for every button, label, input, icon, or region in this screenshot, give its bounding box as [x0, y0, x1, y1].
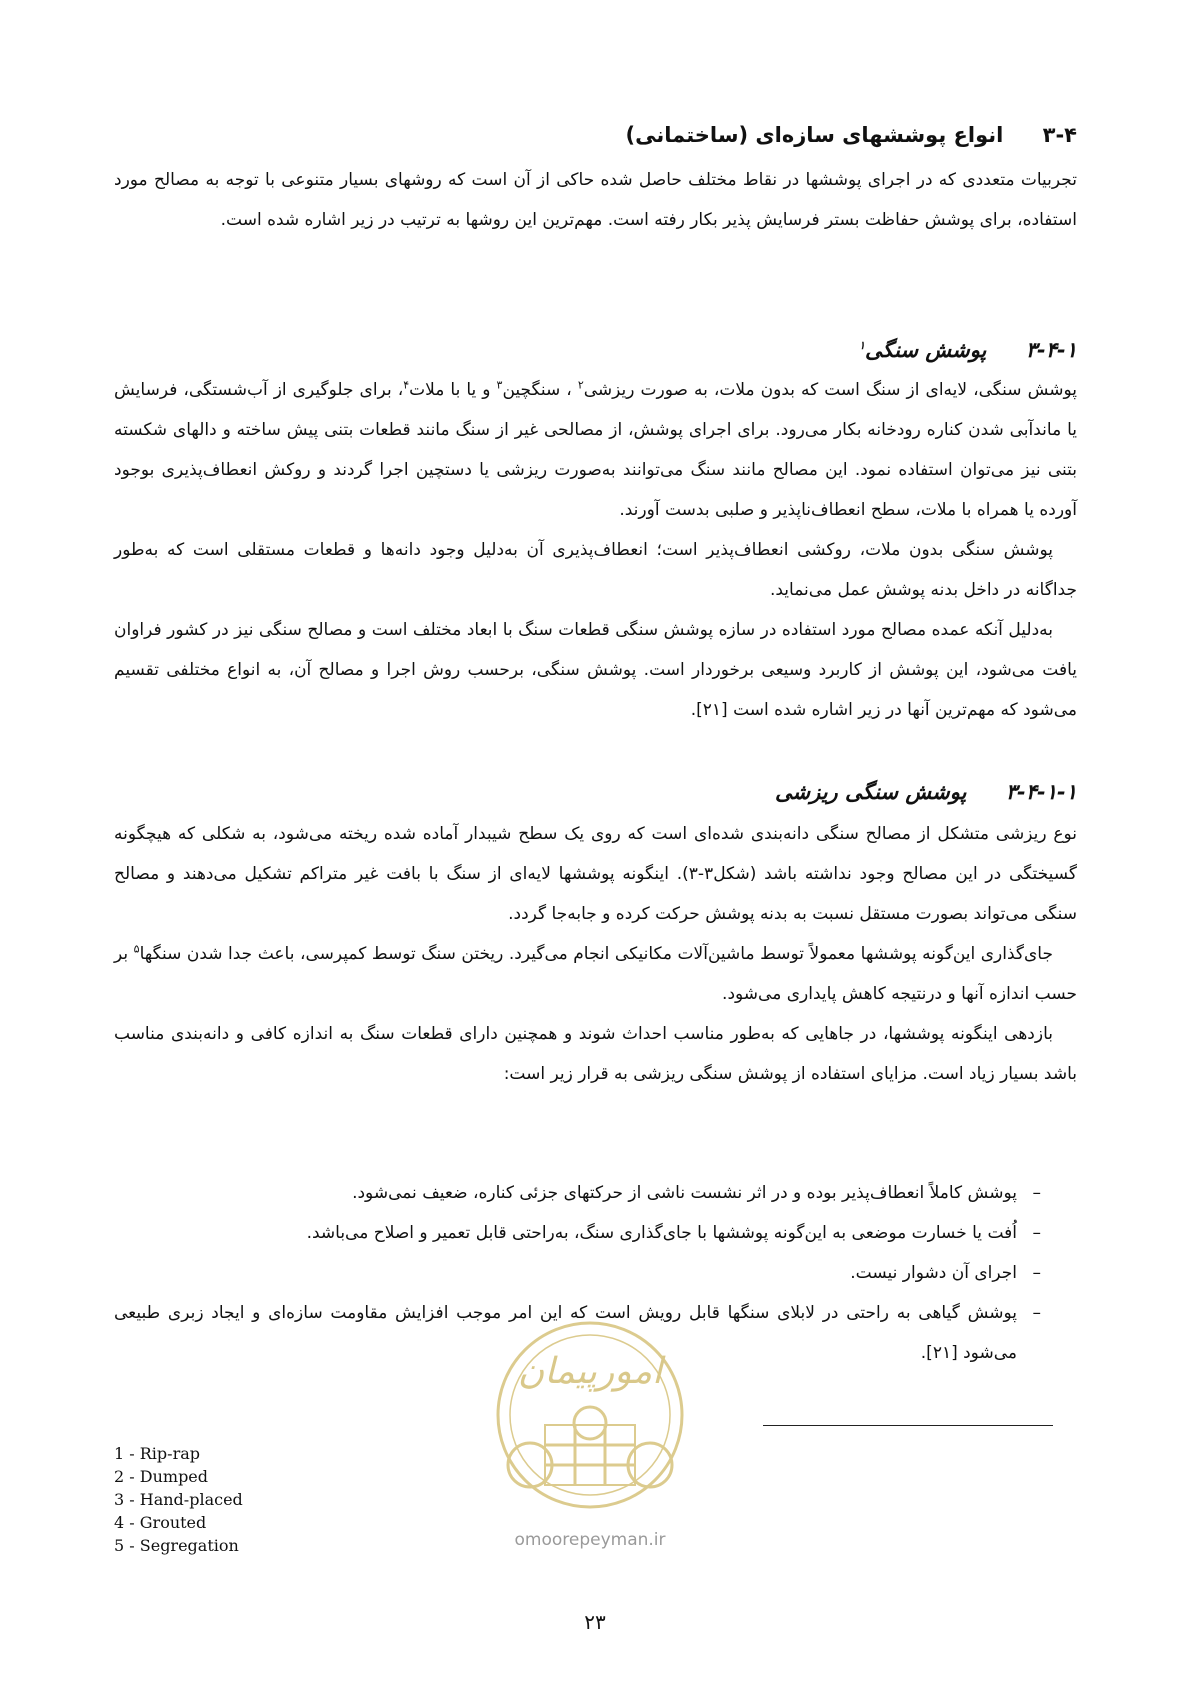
section-title: پوشش سنگی: [865, 338, 987, 362]
section-title: انواع پوششهای سازه‌ای (ساختمانی): [625, 123, 1004, 147]
footnote-ref: ۱: [859, 339, 865, 352]
section-heading-4-3: [626, 123, 1077, 147]
watermark-text: امورپیمان: [517, 1351, 663, 1392]
list-item: [114, 1173, 1077, 1213]
footnote-ref: ۴: [403, 378, 410, 392]
watermark-url: omoorepeyman.ir: [514, 1530, 666, 1550]
paragraph: بازدهی اینگونه پوششها، در جاهایی که به‌طور مناسب احداث شوند و همچنین دارای قطعات سنگ به اندازه کافی و دانه‌بندی مناسب باشد بسیار زیاد است. مزایای استفاده از پوشش سنگی ریزشی به قرار زیر است:: [114, 1024, 1077, 1084]
footnote: 5 - Segregation: [114, 1536, 239, 1555]
text-run: ، برای جلوگیری از آب‌شستگی، فرسایش یا ماندآبی شدن کناره رودخانه بکار می‌رود. برای اجرای پوشش، از مصالحی غیر از سنگ مانند قطعات بتنی پیش ساخته و دالهای شکسته بتنی نیز می‌توان استفاده نمود. این مصالح مانند سنگ می‌توانند به‌صورت ریزشی یا دستچین اجرا گردند و روکش انعطاف‌پذیری بوجود آورده یا همراه با ملات، سطح انعطاف‌ناپذیر و صلبی بدست آورند.: [114, 380, 1077, 520]
bullet-dash: –: [1032, 1303, 1041, 1323]
section-number: ۳-۴: [1042, 123, 1077, 147]
section-heading-4-3-1-1: [775, 780, 1077, 804]
paragraph: پوشش سنگی بدون ملات، روکشی انعطاف‌پذیر است؛ انعطاف‌پذیری آن به‌دلیل وجود دانه‌ها و قطعات مستقلی است که به‌طور جداگانه در داخل بدنه پوشش عمل می‌نماید.: [114, 540, 1077, 600]
footnote: 3 - Hand-placed: [114, 1490, 243, 1509]
text-run: پوشش سنگی، لایه‌ای از سنگ است که بدون ملات، به صورت ریزشی: [583, 380, 1077, 400]
section-4-3-1-1-body: [114, 814, 1077, 1094]
section-4-3-1-body: [114, 370, 1077, 730]
list-item-text: اُفت یا خسارت موضعی به این‌گونه پوششها با جای‌گذاری سنگ، به‌راحتی قابل تعمیر و اصلاح می‌باشد.: [306, 1223, 1017, 1243]
text-run: و یا با ملات: [409, 380, 497, 400]
list-item-text: پوشش کاملاً انعطاف‌پذیر بوده و در اثر نشست ناشی از حرکتهای جزئی کناره، ضعیف نمی‌شود.: [352, 1183, 1017, 1203]
footnote: 4 - Grouted: [114, 1513, 207, 1532]
list-item-text: پوشش گیاهی به راحتی در لابلای سنگها قابل رویش است که این امر موجب افزایش مقاومت سازه‌ای و ایجاد زبری طبیعی می‌شود [۲۱].: [114, 1303, 1017, 1363]
paragraph: به‌دلیل آنکه عمده مصالح مورد استفاده در سازه پوشش سنگی قطعات سنگ با ابعاد مختلف است و مصالح سنگی نیز در کشور فراوان یافت می‌شود، این پوشش از کاربرد وسیعی برخوردار است. پوشش سنگی، برحسب روش اجرا و مصالح آن، به انواع مختلفی تقسیم می‌شود که مهم‌ترین آنها در زیر اشاره شده است [۲۱].: [114, 620, 1077, 720]
section-heading-4-3-1: [859, 338, 1077, 362]
paragraph: نوع ریزشی متشکل از مصالح سنگی دانه‌بندی شده‌ای است که روی یک سطح شیبدار آماده شده ریخته می‌شود، به شکلی که هیچگونه گسیختگی در این مصالح وجود نداشته باشد (شکل۳-۳). اینگونه پوششها لایه‌ای از سنگ با بافت غیر متراکم تشکیل می‌دهند و مصالح سنگی می‌تواند بصورت مستقل نسبت به بدنه پوشش حرکت کرده و جابه‌جا گردد.: [114, 824, 1078, 924]
list-item: [114, 1213, 1077, 1253]
bullet-dash: –: [1032, 1223, 1041, 1243]
footnotes: [114, 1442, 243, 1557]
bullet-dash: –: [1032, 1263, 1041, 1283]
list-item: [114, 1253, 1077, 1293]
footnote-ref: ۵: [133, 942, 140, 956]
section-number: ۳-۴-۱: [1025, 338, 1077, 362]
list-item-text: اجرای آن دشوار نیست.: [850, 1263, 1017, 1283]
text-run: بر حسب اندازه آنها و درنتیجه کاهش پایداری می‌شود.: [114, 944, 1077, 1004]
text-run: ، سنگچین: [502, 380, 578, 400]
page-number: ۲۳: [584, 1610, 606, 1634]
bullet-dash: –: [1032, 1183, 1041, 1203]
footnote: 1 - Rip-rap: [114, 1444, 200, 1463]
text-run: جای‌گذاری این‌گونه پوششها معمولاً توسط ماشین‌آلات مکانیکی انجام می‌گیرد. ریختن سنگ توسط کمپرسی، باعث جدا شدن سنگها: [139, 944, 1053, 964]
footnote-ref: ۳: [496, 378, 503, 392]
watermark-logo: [475, 1315, 705, 1585]
paragraph: [114, 934, 1077, 1014]
section-number: ۳-۴-۱-۱: [1005, 780, 1077, 804]
footnote: 2 - Dumped: [114, 1467, 209, 1486]
footnote-separator: [763, 1425, 1053, 1426]
section-title: پوشش سنگی ریزشی: [775, 780, 967, 804]
paragraph: [114, 370, 1077, 530]
section-4-3-paragraph: تجربیات متعددی که در اجرای پوششها در نقاط مختلف حاصل شده حاکی از آن است که روشهای بسیار متنوعی با توجه به مصالح مورد استفاده، برای پوشش حفاظت بستر فرسایش پذیر بکار رفته است. مهم‌ترین این روشها به ترتیب در زیر اشاره شده است.: [114, 170, 1077, 230]
footnote-ref: ۲: [577, 378, 584, 392]
